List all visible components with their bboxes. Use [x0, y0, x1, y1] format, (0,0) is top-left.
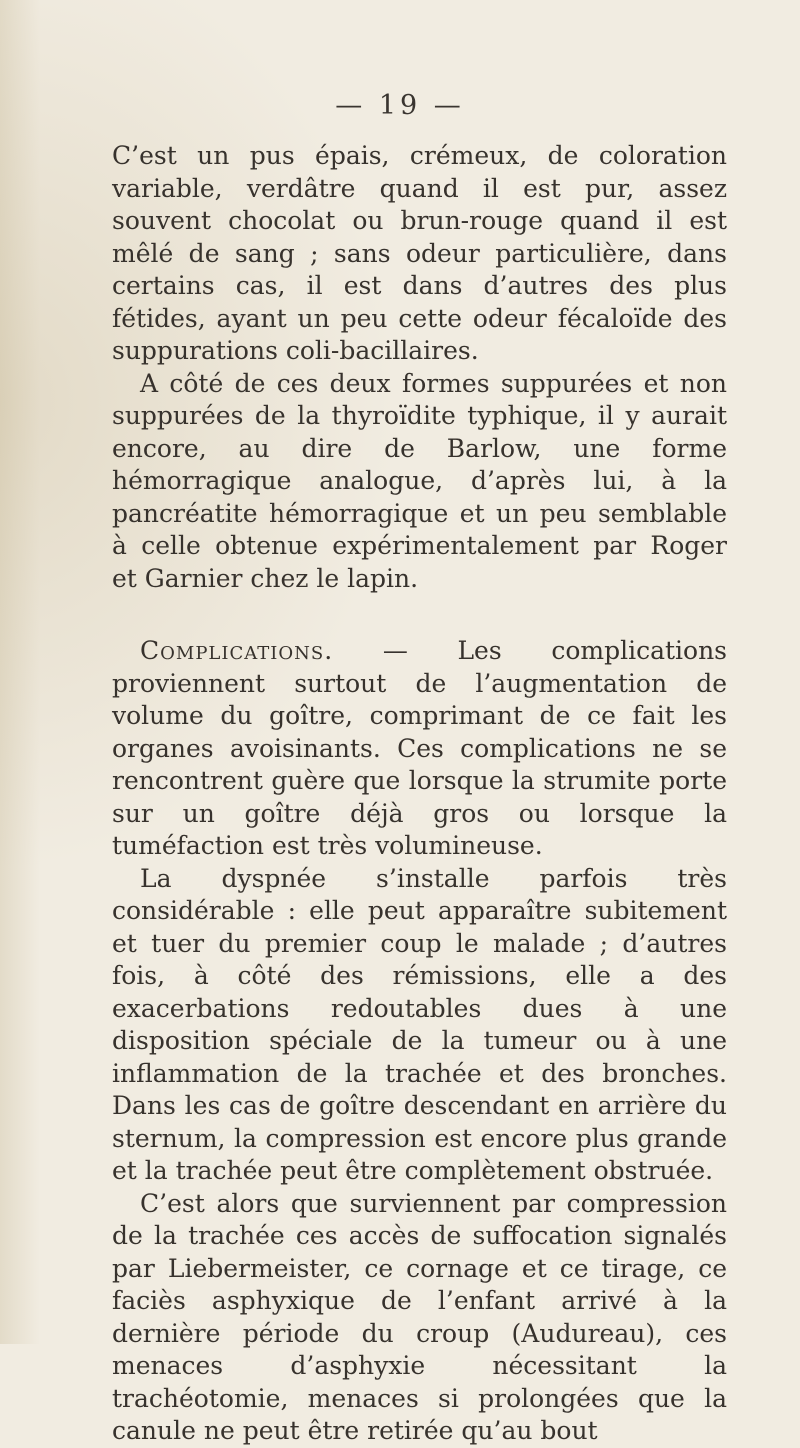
- paragraph-text: C’est alors que surviennent par compression de la trachée ces accès de suffocation signalés par Liebermeister, ce cornage et ce tirage, ce faciès asphyxique de l’enfant arrivé à la dernière période du croup (Audureau), ces menaces d’asphyxie nécessitant la trachéotomie, menaces si prolongées que la canule ne peut être retirée qu’au bout: [112, 1188, 727, 1445]
- paragraph-text: A côté de ces deux formes suppurées et non suppurées de la thyroïdite typhique, il y aurait encore, au dire de Barlow, une forme hémorragique analogue, d’après lui, à la pancréatite hémorragique et un peu semblable à celle obtenue expérimentalement par Roger et Garnier chez le lapin.: [112, 368, 727, 593]
- paragraph-complications: [112, 635, 727, 863]
- page-number: — 19 —: [335, 90, 465, 121]
- body-text: [112, 140, 727, 1448]
- paragraph-text: La dyspnée s’installe parfois très considérable : elle peut apparaître subitement et tuer du premier coup le malade ; d’autres fois, à côté des rémissions, elle a des exacerbations redoutables dues à une disposition spéciale de la tumeur ou à une inflammation de la trachée et des bronches. Dans les cas de goître descendant en arrière du sternum, la compression est encore plus grande et la trachée peut être complètement obstruée.: [112, 863, 727, 1185]
- paragraph-suffocation: [112, 1188, 727, 1448]
- section-heading-complications: Complications.: [140, 636, 334, 665]
- paragraph-text: C’est un pus épais, crémeux, de coloration variable, verdâtre quand il est pur, assez souvent chocolat ou brun-rouge quand il est mêlé de sang ; sans odeur particulière, dans certains cas, il est dans d’autres des plus fétides, ayant un peu cette odeur fécaloïde des suppurations coli-bacillaires.: [112, 141, 727, 365]
- paragraph-dyspnea: [112, 863, 727, 1188]
- paragraph-text: — Les complications proviennent surtout de l’augmentation de volume du goître, comprimant de ce fait les organes avoisinants. Ces complications ne se rencontrent guère que lorsque la strumite porte sur un goître déjà gros ou lorsque la tuméfaction est très volumineuse.: [112, 636, 727, 860]
- paragraph-pus-description: [112, 140, 727, 368]
- paragraph-hemorrhagic-form: [112, 368, 727, 596]
